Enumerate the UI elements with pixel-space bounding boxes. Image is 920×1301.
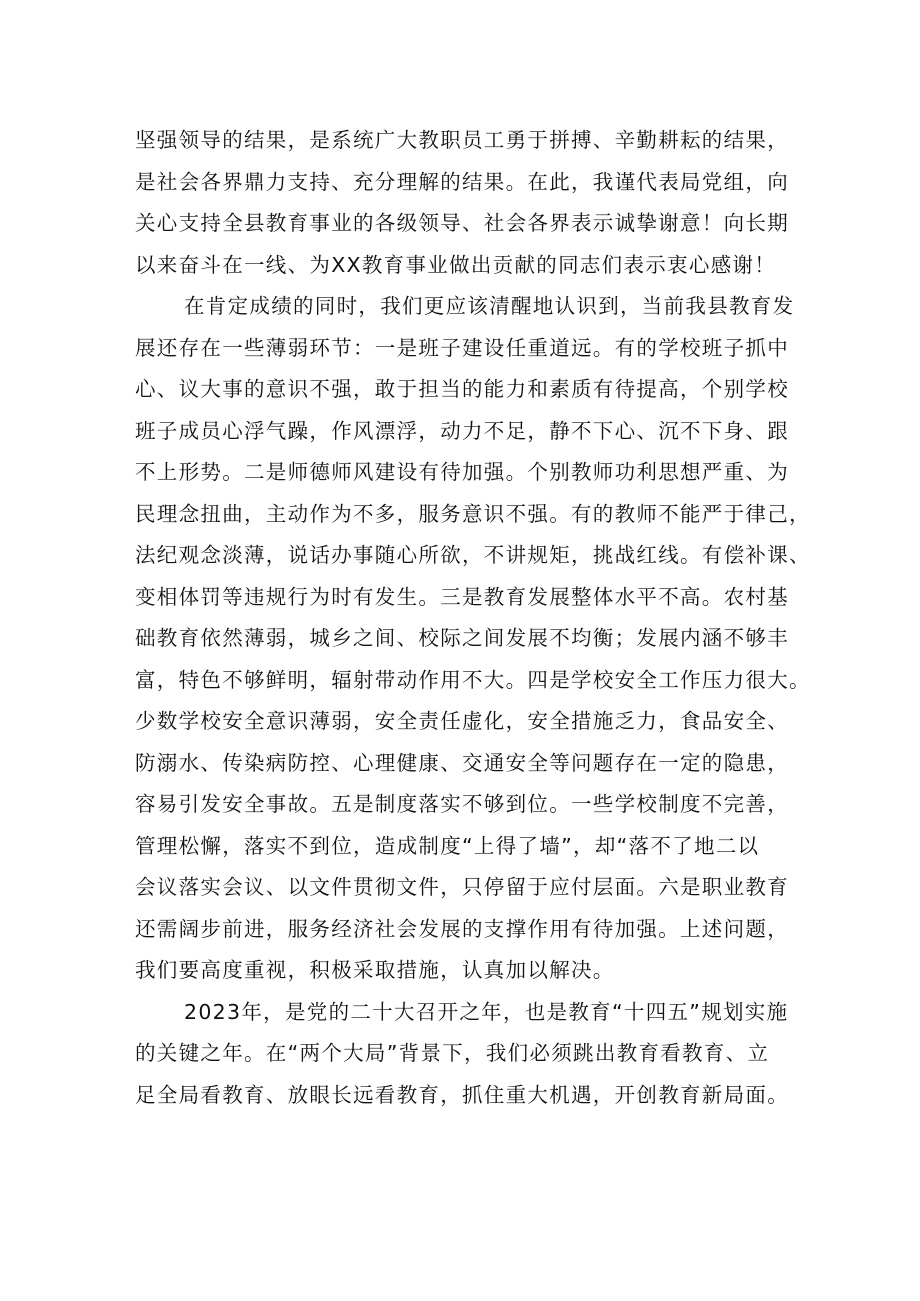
text-line: 防溺水、传染病防控、心理健康、交通安全等问题存在一定的隐患， xyxy=(135,750,789,775)
text-line: 以来奋斗在一线、为XX教育事业做出贡献的同志们表示衷心感谢！ xyxy=(135,252,777,277)
text-line: 管理松懈，落实不到位，造成制度“上得了墙”，却“落不了地二以 xyxy=(135,833,760,858)
body-text xyxy=(135,120,811,1116)
text-line: 会议落实会议、以文件贯彻文件，只停留于应付层面。六是职业教育 xyxy=(135,875,789,899)
text-line: 展还存在一些薄弱环节：一是班子建设任重道远。有的学校班子抓中 xyxy=(135,335,789,360)
text-line: 2023年，是党的二十大召开之年，也是教育“十四五”规划实施 xyxy=(184,999,789,1024)
text-line: 变相体罚等违规行为时有发生。三是教育发展整体水平不高。农村基 xyxy=(135,584,789,609)
text-line: 关心支持全县教育事业的各级领导、社会各界表示诚挚谢意！向长期 xyxy=(135,211,789,235)
text-line: 法纪观念淡薄，说话办事随心所欲，不讲规矩，挑战红线。有偿补课、 xyxy=(135,543,811,567)
text-line: 坚强领导的结果，是系统广大教职员工勇于拼搏、辛勤耕耘的结果， xyxy=(135,128,789,152)
text-line: 还需阔步前进，服务经济社会发展的支撑作用有待加强。上述问题， xyxy=(135,916,789,941)
text-line: 少数学校安全意识薄弱，安全责任虚化，安全措施乏力，食品安全、 xyxy=(135,709,789,733)
text-line: 在肯定成绩的同时，我们更应该清醒地认识到，当前我县教育发 xyxy=(184,294,795,318)
text-line: 不上形势。二是师德师风建设有待加强。个别教师功利思想严重、为 xyxy=(135,460,789,484)
text-line: 富，特色不够鲜明，辐射带动作用不大。四是学校安全工作压力很大。 xyxy=(135,667,811,692)
text-line: 容易引发安全事故。五是制度落实不够到位。一些学校制度不完善， xyxy=(135,792,789,816)
text-line: 是社会各界鼎力支持、充分理解的结果。在此，我谨代表局党组，向 xyxy=(135,169,789,194)
text-line: 足全局看教育、放眼长远看教育，抓住重大机遇，开创教育新局面。 xyxy=(135,1082,789,1107)
text-line: 心、议大事的意识不强，敢于担当的能力和素质有待提高，个别学校 xyxy=(135,377,789,401)
text-line: 础教育依然薄弱，城乡之间、校际之间发展不均衡；发展内涵不够丰 xyxy=(135,626,789,650)
text-line: 班子成员心浮气躁，作风漂浮，动力不足，静不下心、沉不下身、跟 xyxy=(135,418,789,443)
text-line: 民理念扭曲，主动作为不多，服务意识不强。有的教师不能严于律己， xyxy=(135,501,811,526)
text-line: 的关键之年。在“两个大局”背景下，我们必须跳出教育看教育、立 xyxy=(135,1041,770,1065)
text-line: 我们要高度重视，积极采取措施，认真加以解决。 xyxy=(135,958,615,982)
